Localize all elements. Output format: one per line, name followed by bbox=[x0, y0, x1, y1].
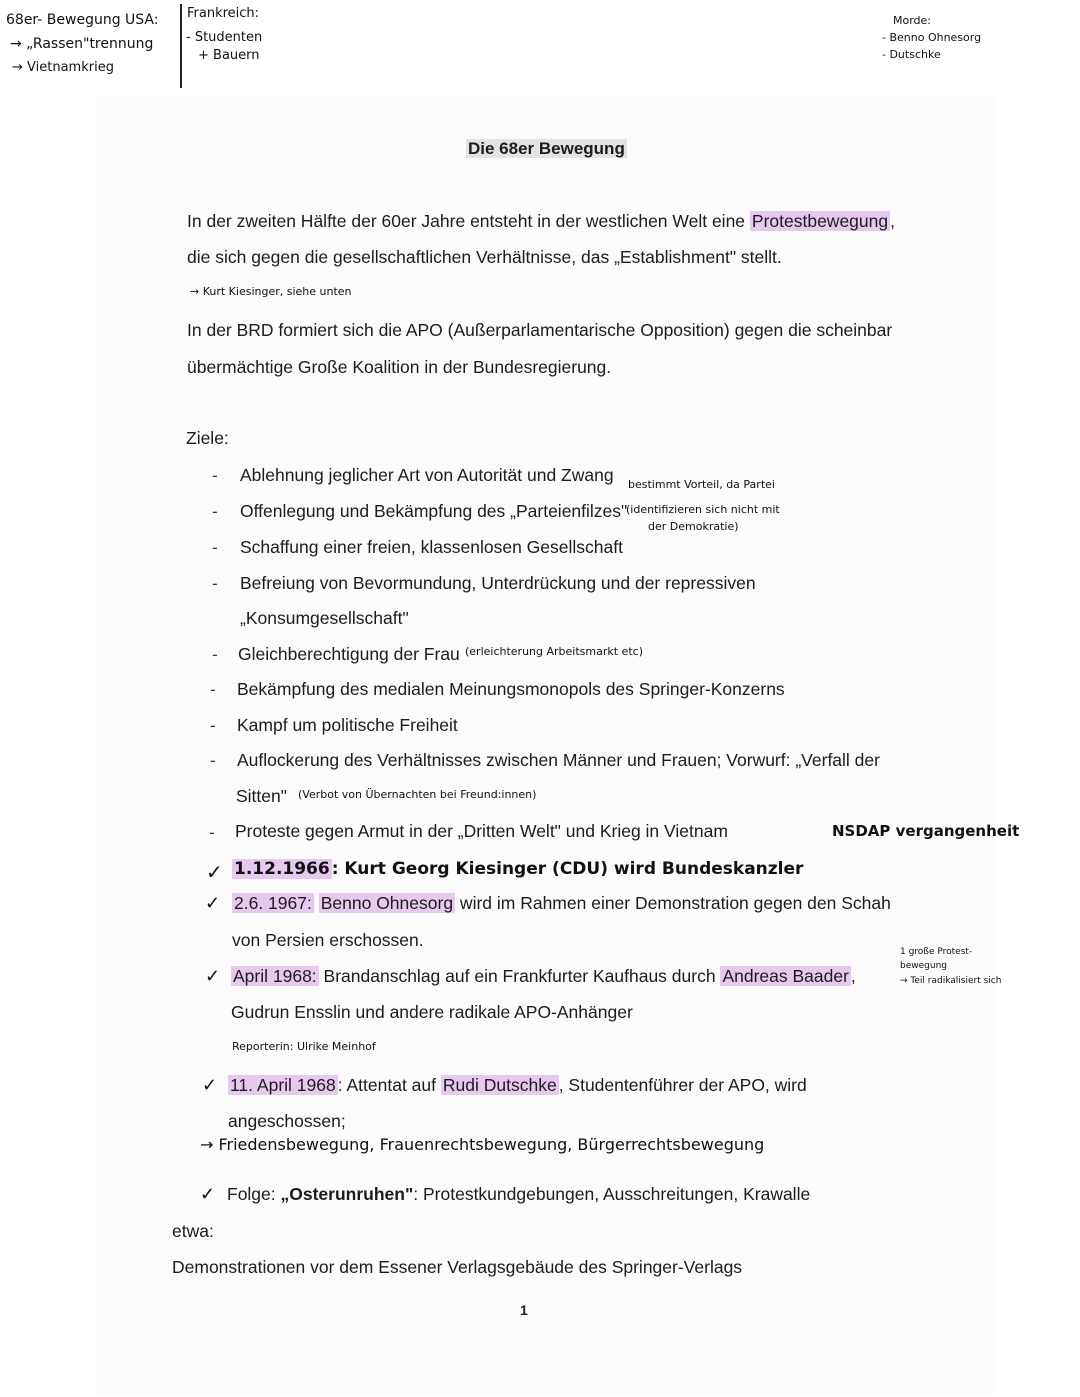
list-dash: - bbox=[209, 823, 215, 842]
page-title: Die 68er Bewegung bbox=[468, 139, 625, 158]
check-icon: ✓ bbox=[205, 966, 221, 986]
event-dutschke-continued: angeschossen; bbox=[228, 1111, 346, 1131]
check-icon: ✓ bbox=[206, 862, 223, 884]
side-hand-note: bewegung bbox=[900, 961, 947, 971]
list-dash: - bbox=[210, 680, 216, 699]
usa-note-title: 68er- Bewegung USA: bbox=[6, 12, 159, 28]
goal-item-continued: Sitten" bbox=[236, 786, 287, 806]
goal-item: Bekämpfung des medialen Meinungsmonopols des Springer-Konzerns bbox=[237, 679, 785, 699]
nsdap-hand-note: NSDAP vergangenheit bbox=[832, 822, 1020, 840]
goal-item: Auflockerung des Verhältnisses zwischen Männer und Frauen; Vorwurf: „Verfall der bbox=[237, 750, 880, 770]
event-brandanschlag: April 1968: Brandanschlag auf ein Frankfurter Kaufhaus durch Andreas Baader , bbox=[233, 966, 856, 986]
event-osterunruhen: Folge: „Osterunruhen": Protestkundgebungen, Ausschreitungen, Krawalle bbox=[227, 1184, 811, 1204]
bewegungen-hand-note: → Friedensbewegung, Frauenrechtsbewegung, Bürgerrechtsbewegung bbox=[200, 1135, 765, 1154]
goals-label: Ziele: bbox=[186, 428, 229, 448]
goal-item: Offenlegung und Bekämpfung des „Parteienfilzes" bbox=[240, 501, 628, 521]
side-hand-note: 1 große Protest- bbox=[900, 947, 973, 957]
partei-hand-note: (identifizieren sich nicht mit bbox=[626, 503, 780, 516]
check-icon: ✓ bbox=[205, 893, 221, 913]
frau-hand-note: (erleichterung Arbeitsmarkt etc) bbox=[465, 645, 643, 658]
apo-line-2: übermächtige Große Koalition in der Bundesregierung. bbox=[187, 357, 612, 377]
check-icon: ✓ bbox=[200, 1184, 216, 1204]
list-dash: - bbox=[212, 502, 218, 521]
goal-item: Schaffung einer freien, klassenlosen Gesellschaft bbox=[240, 537, 623, 557]
list-dash: - bbox=[210, 716, 216, 735]
kiesinger-hand-note: → Kurt Kiesinger, siehe unten bbox=[190, 285, 352, 298]
list-dash: - bbox=[212, 574, 218, 593]
list-dash: - bbox=[212, 466, 218, 485]
goal-item: Befreiung von Bevormundung, Unterdrückung und der repressiven bbox=[240, 573, 756, 593]
goal-item: Proteste gegen Armut in der „Dritten Welt" und Krieg in Vietnam bbox=[235, 821, 728, 841]
demo-text: Demonstrationen vor dem Essener Verlagsgebäude des Springer-Verlags bbox=[172, 1257, 743, 1277]
apo-line-1: In der BRD formiert sich die APO (Außerparlamentarische Opposition) gegen die scheinbar bbox=[187, 320, 893, 340]
goal-item-continued: „Konsumgesellschaft" bbox=[240, 608, 409, 628]
kiesinger-event: 1.12.1966 : Kurt Georg Kiesinger (CDU) wird Bundeskanzler bbox=[234, 859, 804, 879]
intro-line-1: In der zweiten Hälfte der 60er Jahre entsteht in der westlichen Welt eine Protestbewegung , bbox=[187, 211, 895, 231]
goal-item: Gleichberechtigung der Frau bbox=[238, 644, 460, 664]
check-icon: ✓ bbox=[202, 1075, 218, 1095]
list-dash: - bbox=[210, 751, 216, 770]
event-brandanschlag-continued: Gudrun Ensslin und andere radikale APO-Anhänger bbox=[231, 1002, 633, 1022]
usa-note-item: → Vietnamkrieg bbox=[12, 60, 114, 75]
event-ohnesorg-continued: von Persien erschossen. bbox=[232, 930, 424, 950]
side-hand-note: → Teil radikalisiert sich bbox=[900, 976, 1002, 986]
france-note-item: - Studenten bbox=[186, 30, 263, 45]
france-note-title: Frankreich: bbox=[187, 6, 260, 21]
page-number: 1 bbox=[520, 1302, 528, 1318]
partei-hand-note: bestimmt Vorteil, da Partei bbox=[628, 478, 775, 491]
reporterin-hand-note: Reporterin: Ulrike Meinhof bbox=[232, 1040, 376, 1053]
france-note-item: + Bauern bbox=[198, 48, 260, 63]
intro-line-2: die sich gegen die gesellschaftlichen Verhältnisse, das „Establishment" stellt. bbox=[187, 247, 782, 267]
list-dash: - bbox=[212, 538, 218, 557]
event-ohnesorg: 2.6. 1967: Benno Ohnesorg wird im Rahmen einer Demonstration gegen den Schah bbox=[234, 893, 891, 913]
highlight-protestbewegung: Protestbewegung bbox=[751, 211, 889, 231]
morde-note-title: Morde: bbox=[893, 14, 932, 27]
etwa-label: etwa: bbox=[172, 1221, 214, 1241]
goal-item: Ablehnung jeglicher Art von Autorität und Zwang bbox=[240, 465, 614, 485]
morde-note-item: - Benno Ohnesorg bbox=[882, 31, 982, 44]
margin-divider bbox=[180, 4, 182, 88]
morde-note-item: - Dutschke bbox=[882, 48, 941, 61]
goal-item: Kampf um politische Freiheit bbox=[237, 715, 458, 735]
sitten-hand-note: (Verbot von Übernachten bei Freund:innen) bbox=[298, 788, 537, 801]
partei-hand-note: der Demokratie) bbox=[648, 520, 739, 533]
list-dash: - bbox=[212, 645, 218, 664]
event-dutschke: 11. April 1968 : Attentat auf Rudi Dutschke , Studentenführer der APO, wird bbox=[230, 1075, 807, 1095]
usa-note-item: → „Rassen"trennung bbox=[10, 36, 154, 52]
